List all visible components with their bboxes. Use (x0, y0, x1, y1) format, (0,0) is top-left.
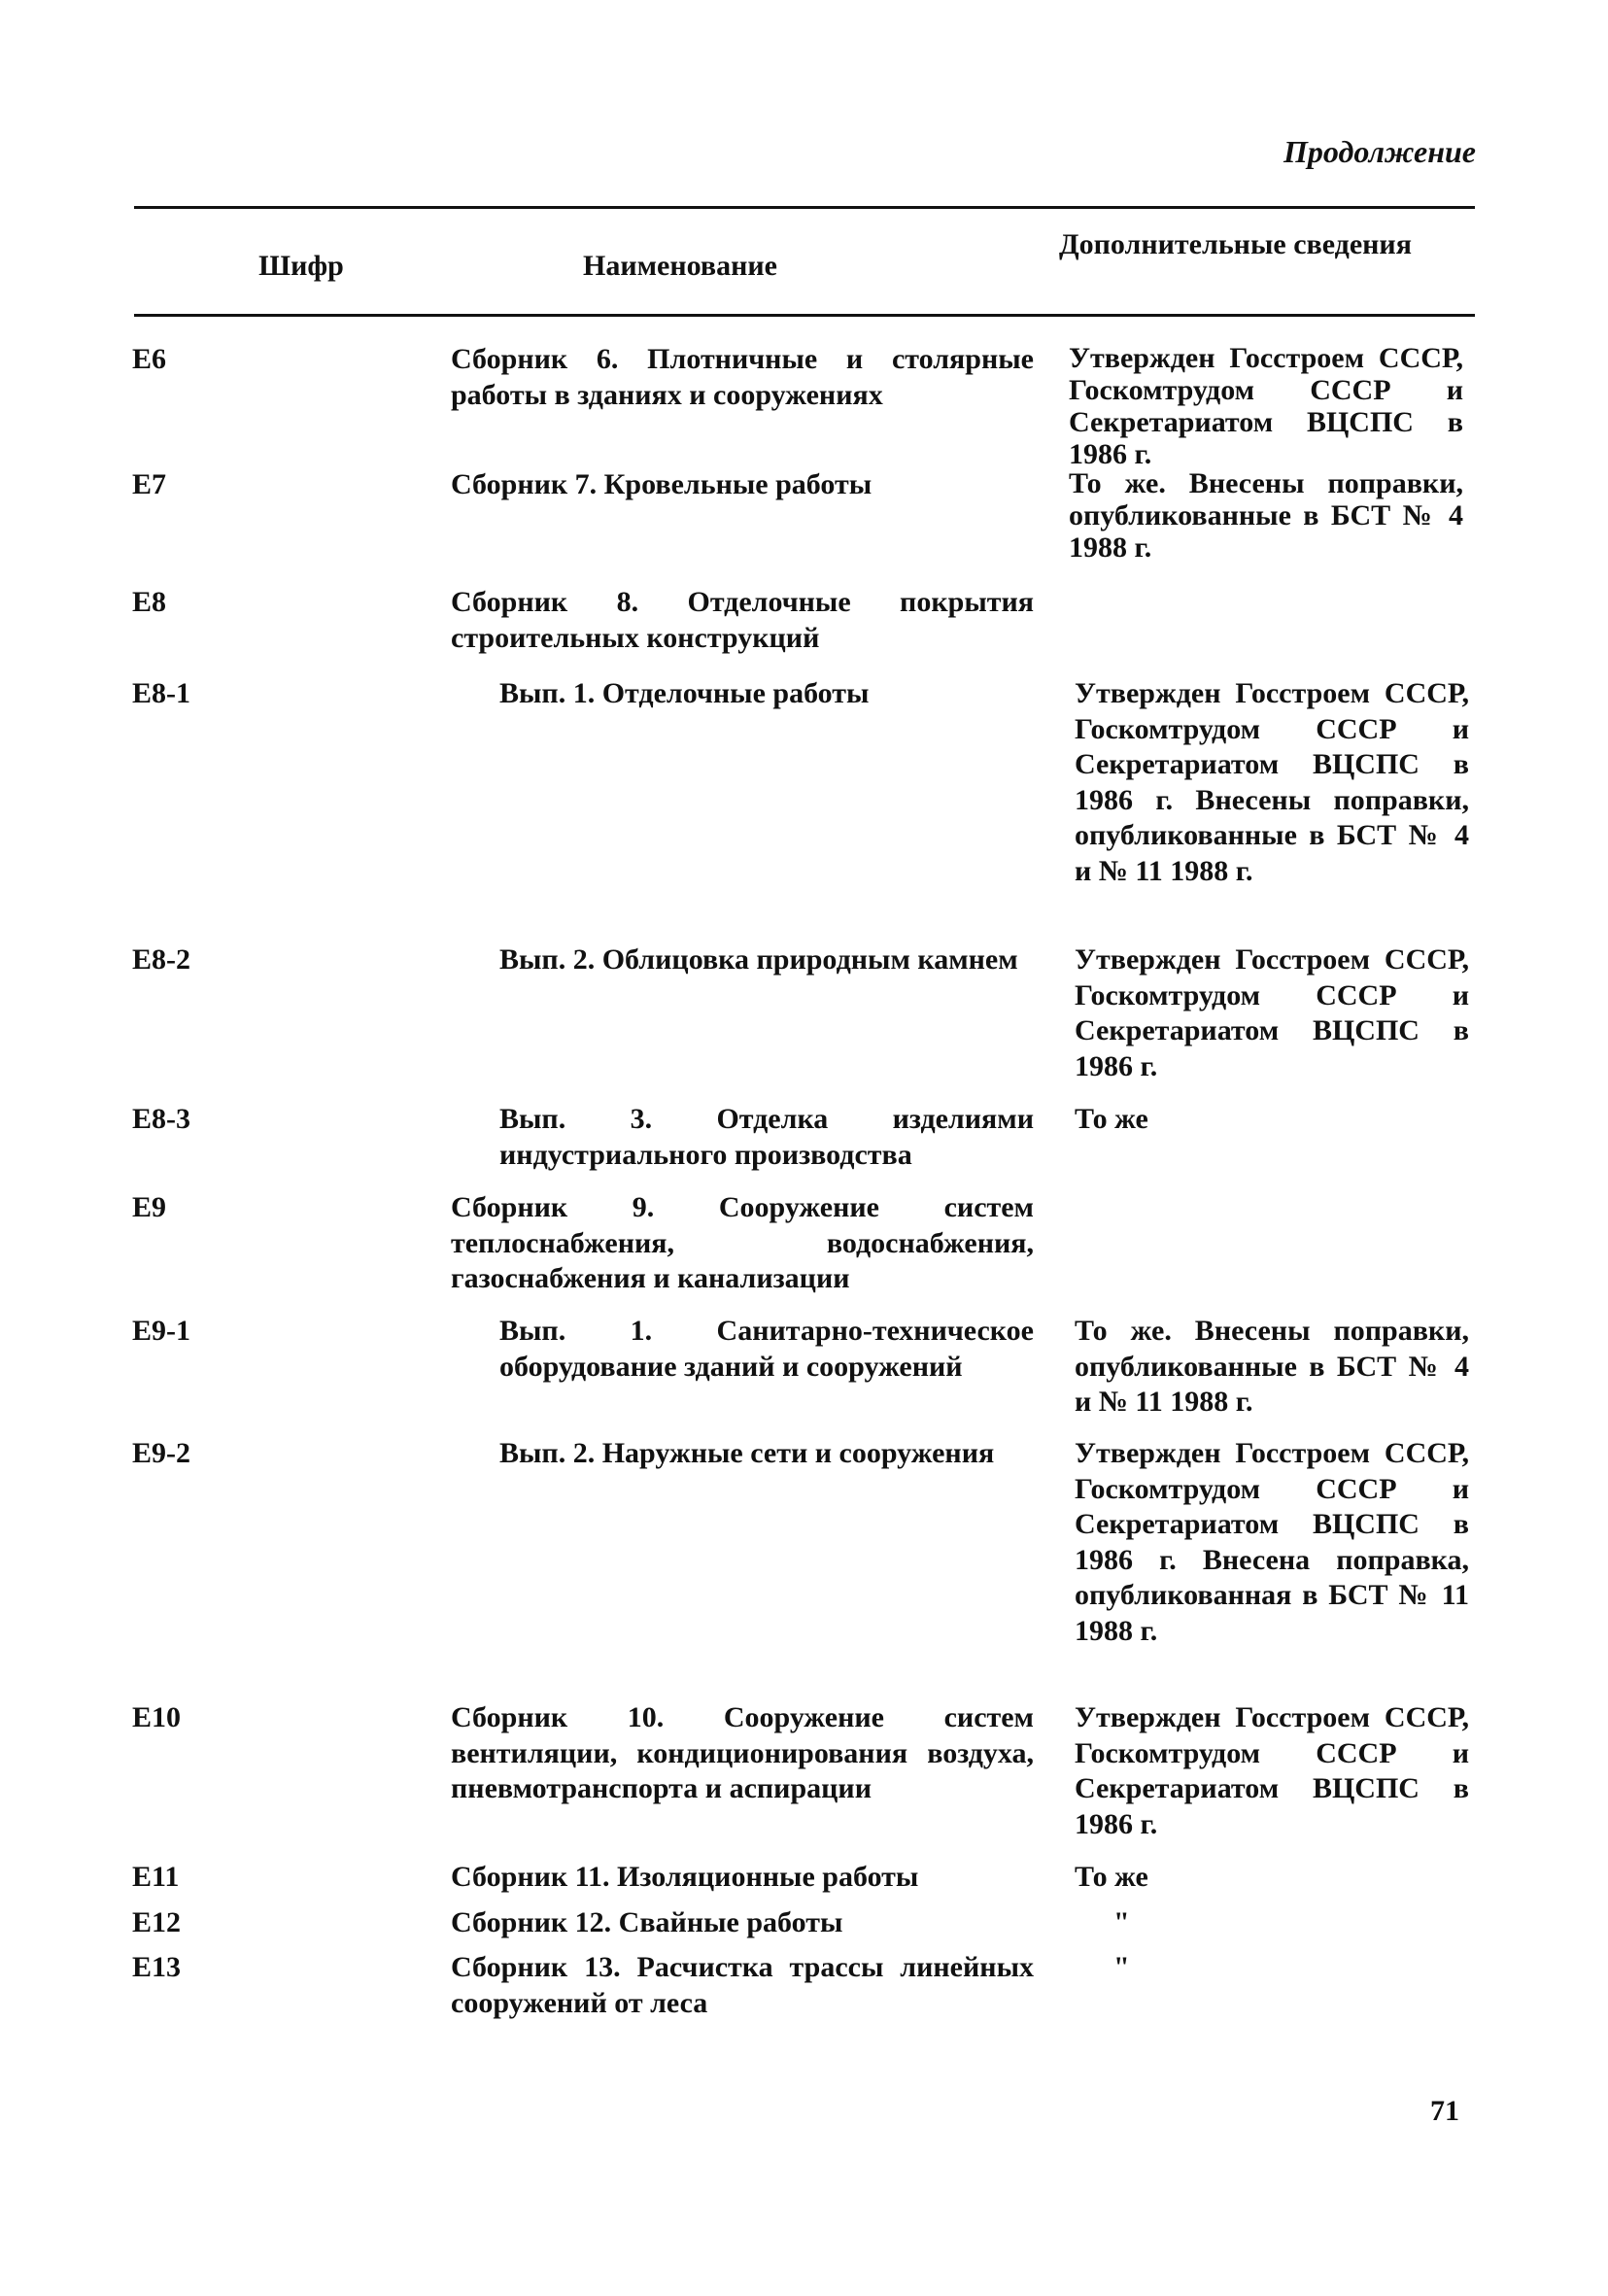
row-name: Сборник 11. Изоляционные работы (451, 1861, 919, 1893)
row-name: Сборник 13. Расчистка трассы линейных сооружений от леса (451, 1951, 1034, 2019)
row-info: То же (1075, 1103, 1148, 1135)
row-code: Е11 (132, 1861, 180, 1893)
row-name: Вып. 2. Облицовка природным камнем (499, 943, 1018, 976)
row-info: " (1113, 1906, 1130, 1938)
row-code: Е9 (132, 1191, 167, 1223)
page-number: 71 (1430, 2095, 1459, 2127)
row-code: Е12 (132, 1906, 182, 1938)
row-name: Вып. 3. Отделка изделиями индустриального производства (499, 1103, 1034, 1171)
row-code: Е13 (132, 1951, 182, 1983)
row-name: Сборник 6. Плотничные и столярные работы в зданиях и сооружениях (451, 343, 1034, 411)
continued-label: Продолжение (1283, 134, 1476, 169)
table-header-rule (134, 314, 1475, 317)
row-name: Вып. 1. Отделочные работы (499, 677, 870, 709)
row-info: Утвержден Госстроем СССР, Госкомтрудом СССР и Секретариатом ВЦСПС в 1986 г. (1075, 1701, 1469, 1840)
row-info: То же. Внесены поправки, опубликованные в БСТ № 4 1988 г. (1069, 467, 1463, 564)
row-name: Сборник 12. Свайные работы (451, 1906, 843, 1938)
row-name: Сборник 7. Кровельные работы (451, 468, 872, 500)
row-info: Утвержден Госстроем СССР, Госкомтрудом СССР и Секретариатом ВЦСПС в 1986 г. Внесена поправка, опубликованная в БСТ № 11 1988 г. (1075, 1437, 1469, 1647)
row-code: Е8 (132, 586, 167, 618)
row-code: Е9-1 (132, 1315, 190, 1347)
row-info: Утвержден Госстроем СССР, Госкомтрудом СССР и Секретариатом ВЦСПС в 1986 г. Внесены поправки, опубликованные в БСТ № 4 и № 11 1988 г. (1075, 677, 1469, 887)
row-code: Е10 (132, 1701, 182, 1733)
row-name: Вып. 1. Санитарно-техническое оборудование зданий и сооружений (499, 1315, 1034, 1383)
table-top-rule (134, 206, 1475, 209)
column-header-code: Шифр (258, 250, 344, 282)
row-info: " (1113, 1951, 1130, 1983)
column-header-name: Наименование (583, 250, 777, 282)
row-code: Е8-1 (132, 677, 190, 709)
row-info: Утвержден Госстроем СССР, Госкомтрудом СССР и Секретариатом ВЦСПС в 1986 г. (1069, 342, 1463, 470)
row-code: Е8-3 (132, 1103, 190, 1135)
row-code: Е6 (132, 343, 167, 375)
column-header-info: Дополнительные сведения (1059, 228, 1412, 260)
row-code: Е7 (132, 468, 167, 500)
row-code: Е9-2 (132, 1437, 190, 1469)
row-info: То же. Внесены поправки, опубликованные в БСТ № 4 и № 11 1988 г. (1075, 1315, 1469, 1418)
row-info: То же (1075, 1861, 1148, 1893)
row-name: Сборник 10. Сооружение систем вентиляции, кондиционирования воздуха, пневмотранспорта и аспирации (451, 1701, 1034, 1804)
row-name: Сборник 8. Отделочные покрытия строительных конструкций (451, 586, 1034, 654)
row-code: Е8-2 (132, 943, 190, 976)
row-info: Утвержден Госстроем СССР, Госкомтрудом СССР и Секретариатом ВЦСПС в 1986 г. (1075, 943, 1469, 1082)
row-name: Вып. 2. Наружные сети и сооружения (499, 1437, 995, 1469)
row-name: Сборник 9. Сооружение систем теплоснабжения, водоснабжения, газоснабжения и канализации (451, 1191, 1034, 1294)
